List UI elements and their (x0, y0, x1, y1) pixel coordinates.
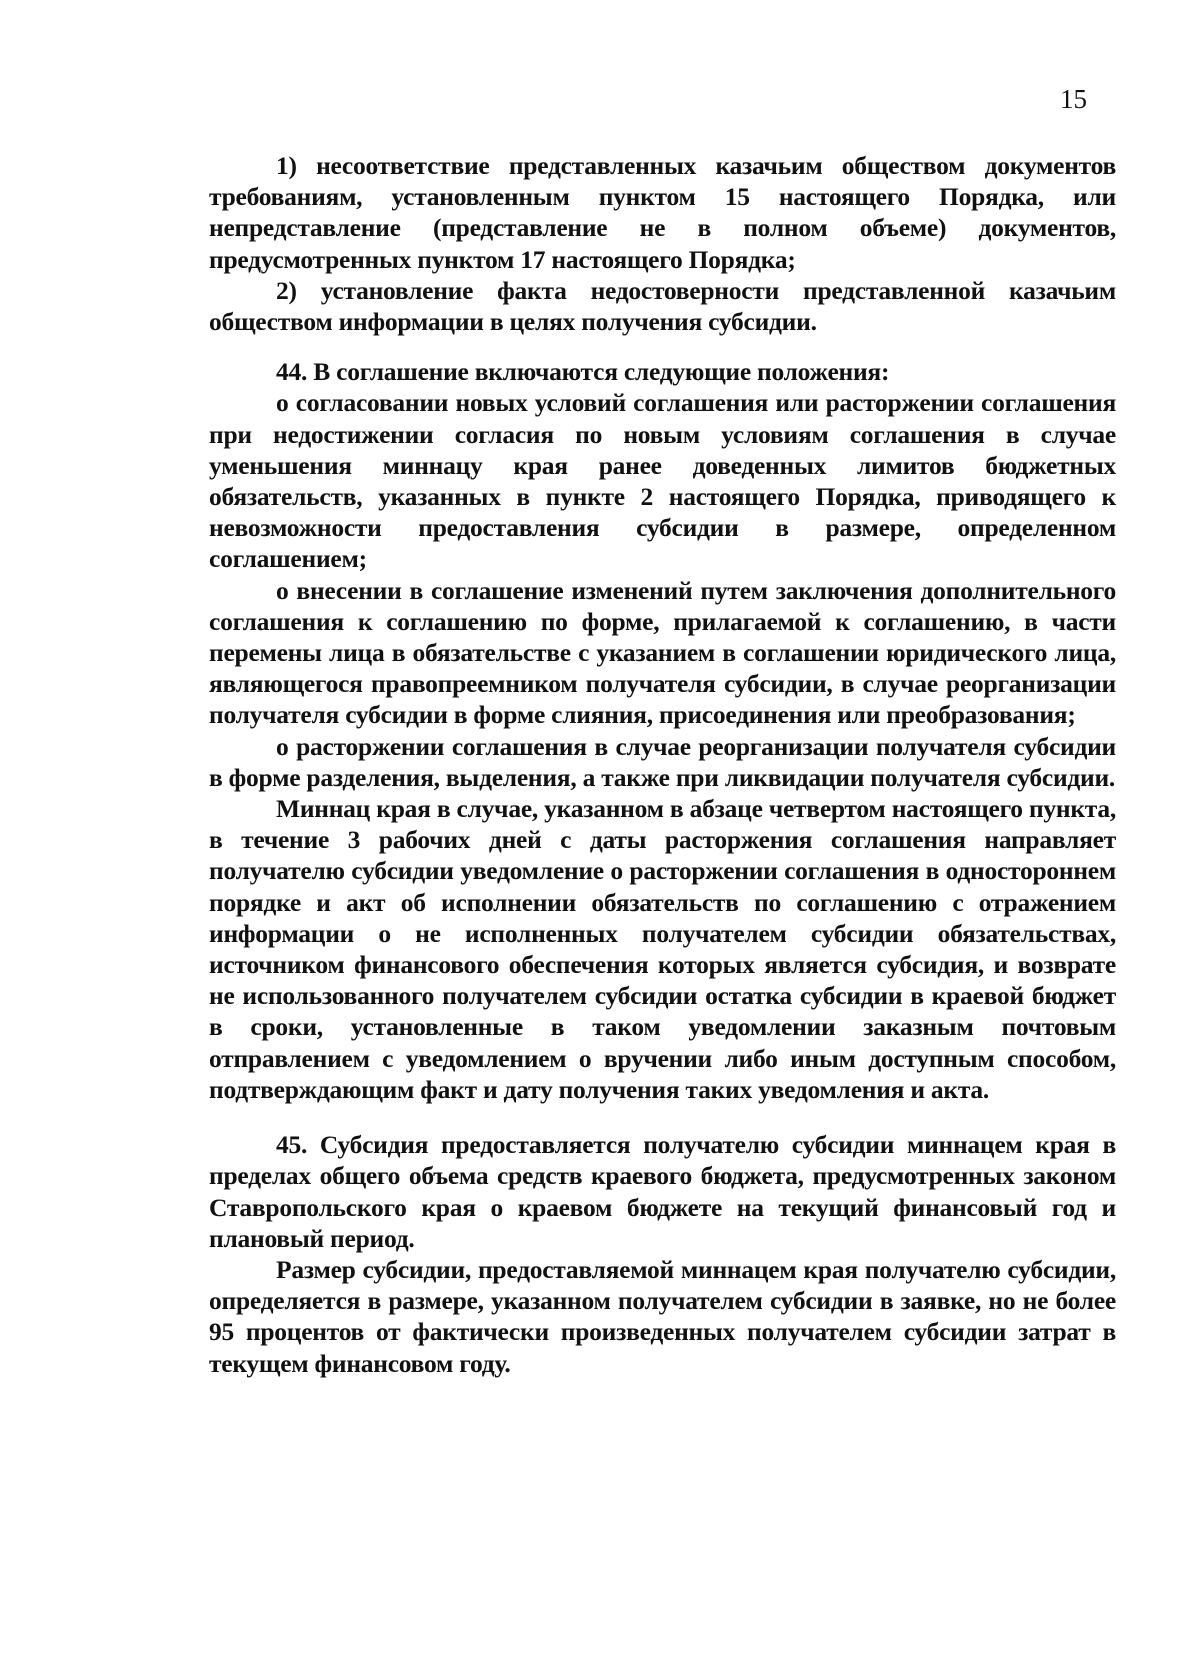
paragraph-provision-1: о согласовании новых условий соглашения или расторжении соглашения при недостижении согласия по новым условиям соглашения в случае уменьшения миннацу края ранее доведенных лимитов бюджетных обязательств, указанных в пункте 2 настоящего Порядка, приводящего к невозможности предоставления субсидии в размере, определенном соглашением; (209, 388, 1116, 574)
paragraph-section-45: 45. Субсидия предоставляется получателю субсидии миннацем края в пределах общего объема средств краевого бюджета, предусмотренных законом Ставропольского края о краевом бюджете на текущий финансовый год и плановый период. (209, 1130, 1116, 1253)
paragraph-section-44: 44. В соглашение включаются следующие положения: (276, 357, 890, 387)
document-body (209, 150, 1116, 1379)
paragraph-item-1: 1) несоответствие представленных казачьим обществом документов требованиям, установленным пунктом 15 настоящего Порядка, или непредставление (представление не в полном объеме) документов, предусмотренных пунктом 17 настоящего Порядка; (209, 151, 1116, 274)
paragraph-notice: Миннац края в случае, указанном в абзаце четвертом настоящего пункта, в течение 3 рабочих дней с даты расторжения соглашения направляет получателю субсидии уведомление о расторжении соглашения в одностороннем порядке и акт об исполнении обязательств по соглашению с отражением информации о не исполненных получателем субсидии обязательствах, источником финансового обеспечения которых является субсидия, и возврате не использованного получателем субсидии остатка субсидии в краевой бюджет в сроки, установленные в таком уведомлении заказным почтовым отправлением с уведомлением о вручении либо иным доступным способом, подтверждающим факт и дату получения таких уведомления и акта. (209, 794, 1116, 1104)
page-number: 15 (1060, 84, 1087, 114)
paragraph-provision-2: о внесении в соглашение изменений путем заключения дополнительного соглашения к соглашению по форме, прилагаемой к соглашению, в части перемены лица в обязательстве с указанием в соглашении юридического лица, являющегося правопреемником получателя субсидии, в случае реорганизации получателя субсидии в форме слияния, присоединения или преобразования; (209, 575, 1116, 730)
paragraph-subsidy-size: Размер субсидии, предоставляемой миннацем края получателю субсидии, определяется в размере, указанном получателем субсидии в заявке, но не более 95 процентов от фактически произведенных получателем субсидии затрат в текущем финансовом году. (209, 1254, 1116, 1378)
paragraph-provision-3: о расторжении соглашения в случае реорганизации получателя субсидии в форме разделения, выделения, а также при ликвидации получателя субсидии. (209, 731, 1116, 792)
paragraph-item-2: 2) установление факта недостоверности представленной казачьим обществом информации в целях получения субсидии. (209, 275, 1116, 337)
